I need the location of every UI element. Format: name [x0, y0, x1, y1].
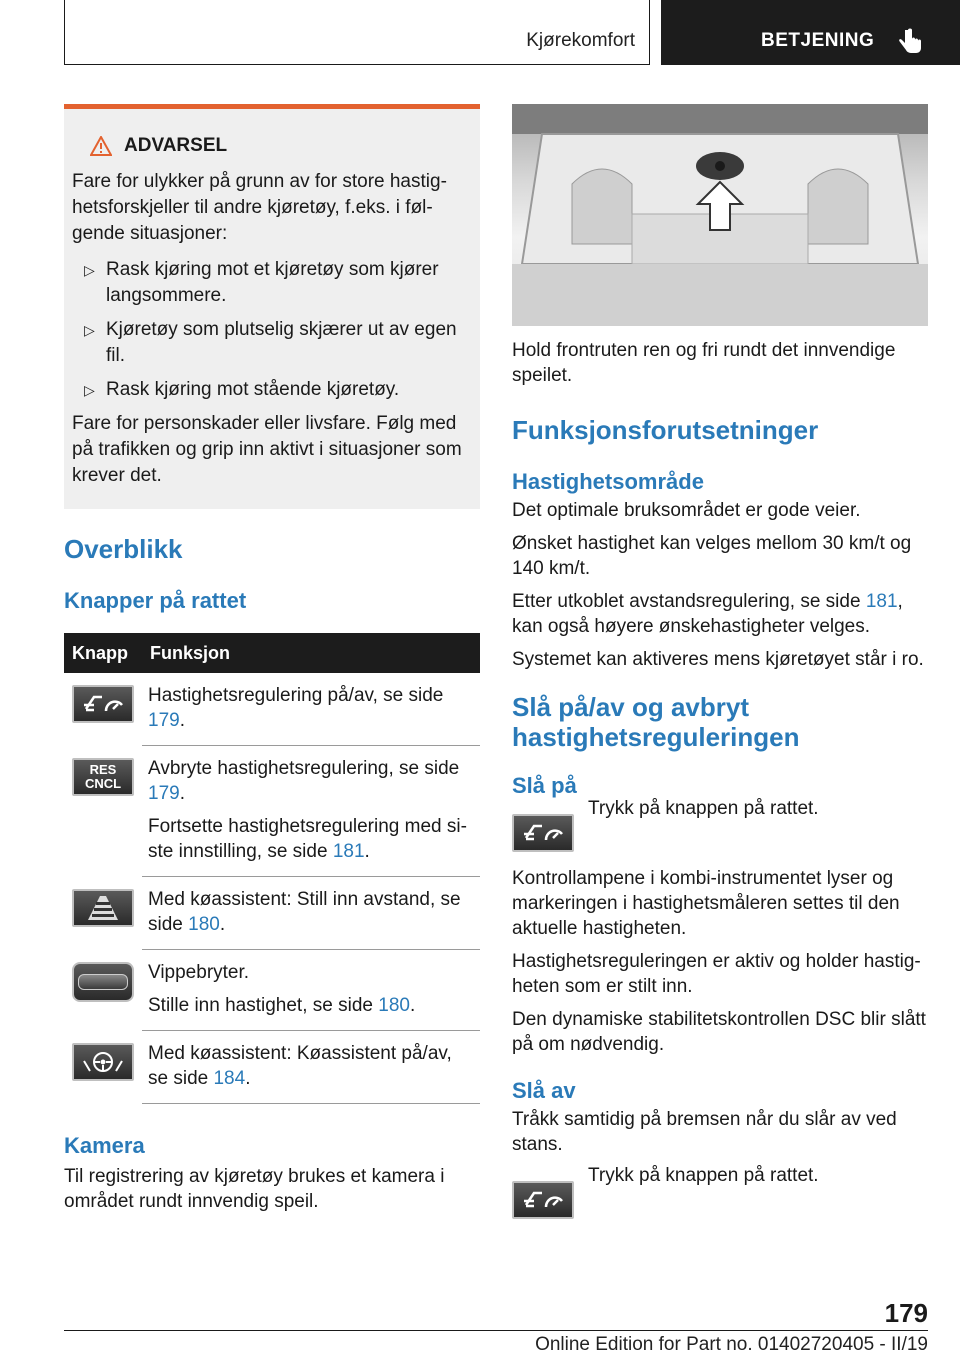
bullet-triangle-icon: ▷ [84, 322, 95, 338]
buttons-heading: Knapper på rattet [64, 588, 247, 613]
warning-triangle-icon [90, 136, 112, 156]
switch-on-off-heading: Slå på/av og avbryt hastighetsreguleringen [512, 692, 800, 752]
speed-range-text: Systemet kan aktiveres mens kjøretøyet står i ro. [512, 649, 924, 670]
function-text: Vippebryter. [148, 962, 250, 983]
header-section-title: Kjørekomfort [526, 30, 635, 51]
warning-box [64, 104, 480, 509]
function-text: Avbryte hastighetsregulering, se side 179. [148, 758, 460, 804]
page-link[interactable]: 181 [865, 591, 898, 612]
warning-bullets [72, 257, 472, 403]
switch-on-heading: Slå på [512, 773, 577, 798]
windshield-camera-photo [512, 104, 928, 326]
page-link[interactable]: 179 [148, 783, 180, 804]
press-button-text: Trykk på knappen på rattet. [588, 798, 819, 819]
function-text: Hastighetsregulering på/av, se side 179. [148, 685, 444, 731]
column-header-function: Funksjon [142, 633, 480, 673]
page-header [0, 0, 960, 66]
speed-range-text: Etter utkoblet avstandsregulering, se side 181, kan også høyere ønskehastigheter velges. [512, 591, 903, 637]
warning-title-text: ADVARSEL [124, 135, 228, 156]
list-item: ▷ Rask kjøring mot et kjøretøy som kjører langsommere. [84, 259, 439, 306]
page-link[interactable]: 180 [378, 995, 410, 1016]
speed-range-heading: Hastighetsområde [512, 469, 704, 494]
button-function-table [64, 633, 480, 1104]
list-item: ▷ Rask kjøring mot stående kjøretøy. [72, 377, 472, 403]
page-link[interactable]: 179 [148, 710, 180, 731]
function-text: Fortsette hastighetsregulering med siste innstilling, se side 181. [148, 816, 467, 862]
table-row [64, 1031, 480, 1104]
cruise-control-icon [512, 1181, 574, 1219]
speed-range-text: Ønsket hastighet kan velges mellom 30 km/t og 140 km/t. [512, 533, 912, 579]
page-link[interactable]: 180 [188, 914, 220, 935]
list-item: ▷ Kjøretøy som plutselig skjærer ut av egen fil. [84, 319, 457, 366]
bullet-triangle-icon: ▷ [84, 262, 95, 278]
warning-outro: Fare for personskader eller livsfare. Følg med på trafikken og grip inn aktivt i situasjoner som krever det. [72, 413, 462, 486]
header-chapter-title: BETJENING [761, 30, 875, 51]
function-text: Med køassistent: Still inn avstand, se side 180. [148, 889, 461, 935]
traffic-jam-assistant-icon [72, 1043, 134, 1081]
camera-text: Til registrering av kjøretøy brukes et kamera i området rundt innvendig speil. [64, 1166, 445, 1212]
footer-divider [64, 1330, 928, 1331]
res-cncl-icon: RES CNCL [72, 758, 134, 796]
right-column [512, 104, 928, 1219]
warning-title [90, 135, 472, 157]
function-text: Stille inn hastighet, se side 180. [148, 995, 416, 1016]
prerequisites-heading: Funksjonsforutsetninger [512, 415, 819, 445]
cruise-control-icon [72, 685, 134, 723]
switch-on-text: Hastighetsreguleringen er aktiv og holder hastigheten som er stilt inn. [512, 951, 921, 997]
switch-off-text: Tråkk samtidig på bremsen når du slår av ved stans. [512, 1109, 897, 1155]
page-number: 179 [884, 1298, 928, 1328]
header-chapter-tab [661, 0, 960, 65]
distance-icon [72, 889, 134, 927]
table-row [64, 673, 480, 746]
photo-caption: Hold frontruten ren og fri rundt det innvendige speilet. [512, 340, 896, 386]
camera-heading: Kamera [64, 1133, 145, 1158]
cruise-control-icon [512, 814, 574, 852]
overview-heading: Overblikk [64, 534, 183, 564]
speed-range-text: Det optimale bruksområdet er gode veier. [512, 500, 861, 521]
hand-pointer-icon [895, 26, 925, 56]
switch-on-text: Kontrollampene i kombi-instrumentet lyser og markeringen i hastighetsmåleren settes til den aktuelle hastigheten. [512, 868, 900, 939]
press-button-text: Trykk på knappen på rattet. [588, 1165, 819, 1186]
table-row [64, 877, 480, 950]
press-button-instruction [512, 1163, 928, 1219]
header-section-box [64, 0, 650, 65]
table-header-row [64, 633, 480, 673]
car-interior-illustration [512, 104, 928, 326]
switch-on-text: Den dynamiske stabilitetskontrollen DSC blir slått på om nødvendig. [512, 1009, 926, 1055]
edition-text: Online Edition for Part no. 01402720405 - II/19 [535, 1334, 928, 1355]
page-link[interactable]: 181 [332, 841, 365, 862]
column-header-button: Knapp [64, 633, 142, 673]
warning-intro: Fare for ulykker på grunn av for store hastighetsforskjeller til andre kjøretøy, f.eks. i følgende situasjoner: [72, 171, 447, 244]
switch-off-heading: Slå av [512, 1078, 576, 1103]
bullet-triangle-icon: ▷ [84, 382, 95, 398]
table-row [64, 950, 480, 1031]
press-button-instruction [512, 796, 928, 852]
page-link[interactable]: 184 [213, 1068, 246, 1089]
left-column [64, 104, 480, 1214]
table-row [64, 746, 480, 877]
rocker-switch-icon [72, 962, 134, 1002]
function-text: Med køassistent: Køassistent på/av, se side 184. [148, 1043, 452, 1089]
